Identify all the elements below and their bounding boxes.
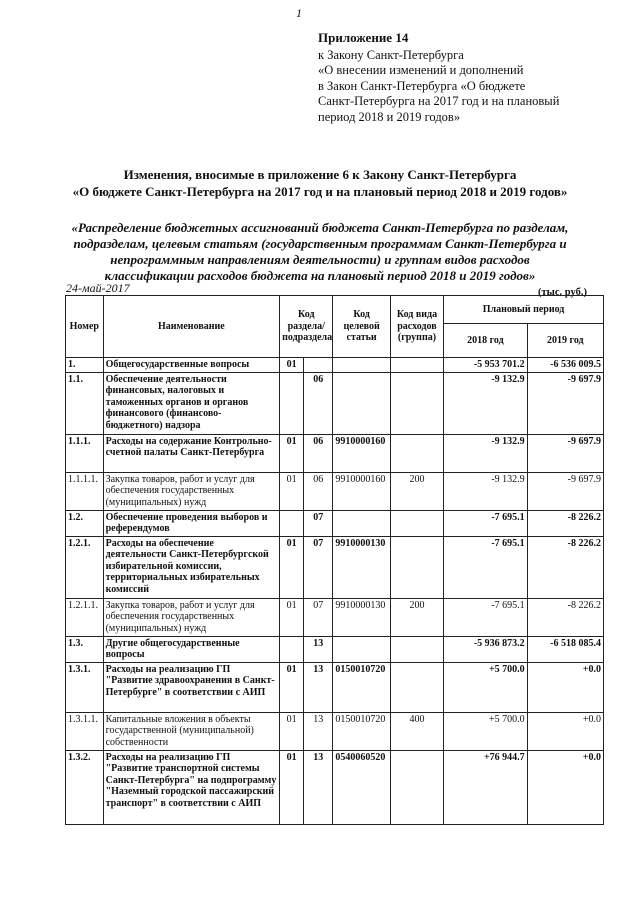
row-subsection-code: 06 [304,434,333,472]
row-value-2019: -9 697.9 [527,472,603,510]
table-body [66,358,604,825]
row-value-2018: -9 132.9 [444,472,528,510]
row-value-2018: -7 695.1 [444,598,528,636]
row-name: Расходы на содержание Контрольно-счетной палаты Санкт-Петербурга [103,434,280,472]
row-number: 1.1. [66,372,104,434]
header-expense-type: Код вида расходов (группа) [390,296,443,358]
row-value-2018: -7 695.1 [444,510,528,536]
row-name: Общегосударственные вопросы [103,358,280,373]
table-row [66,712,604,750]
appendix-line: в Закон Санкт-Петербурга «О бюджете [318,78,526,93]
row-value-2018: -9 132.9 [444,372,528,434]
row-value-2019: +0.0 [527,750,603,824]
row-subsection-code: 06 [304,472,333,510]
row-target-code: 0150010720 [333,662,390,712]
row-number: 1.1.1.1. [66,472,104,510]
header-plan-period: Плановый период [444,296,604,324]
document-subtitle [20,220,620,284]
row-section-code: 01 [280,434,304,472]
row-value-2018: +76 944.7 [444,750,528,824]
row-value-2019: +0.0 [527,662,603,712]
row-name: Обеспечение деятельности финансовых, налоговых и таможенных органов и органов финансового (финансово-бюджетного) надзора [103,372,280,434]
row-expense-type [390,510,443,536]
subtitle-line: «Распределение бюджетных ассигнований бюджета Санкт-Петербурга по разделам, [71,220,569,235]
row-expense-type: 400 [390,712,443,750]
row-section-code: 01 [280,358,304,373]
title-line: Изменения, вносимые в приложение 6 к Закону Санкт-Петербурга [123,167,517,182]
row-expense-type [390,536,443,598]
row-number: 1.3. [66,636,104,662]
row-section-code [280,372,304,434]
row-section-code: 01 [280,536,304,598]
row-expense-type [390,662,443,712]
row-value-2018: -7 695.1 [444,536,528,598]
row-target-code [333,358,390,373]
table-row [66,358,604,373]
table-row [66,510,604,536]
header-2018: 2018 год [444,324,528,358]
row-expense-type [390,372,443,434]
table-row [66,434,604,472]
row-expense-type [390,434,443,472]
page-number: 1 [296,6,302,20]
row-subsection-code [304,358,333,373]
row-subsection-code: 13 [304,636,333,662]
row-expense-type [390,358,443,373]
row-target-code [333,636,390,662]
row-subsection-code: 13 [304,750,333,824]
row-number: 1.3.1.1. [66,712,104,750]
document-title [20,166,620,200]
row-number: 1.3.1. [66,662,104,712]
row-name: Расходы на реализацию ГП "Развитие транспортной системы Санкт-Петербурга" на подпрограмму "Наземный городской пассажирский транспорт" в соответствии с АИП [103,750,280,824]
row-value-2018: -5 936 873.2 [444,636,528,662]
row-number: 1.2.1. [66,536,104,598]
row-target-code: 9910000160 [333,434,390,472]
row-expense-type: 200 [390,598,443,636]
appendix-heading: Приложение 14 [318,30,409,45]
row-target-code: 9910000130 [333,536,390,598]
row-target-code: 0150010720 [333,712,390,750]
row-subsection-code: 07 [304,510,333,536]
subtitle-line: подразделам, целевым статьям (государственным программам Санкт-Петербурга и [73,236,567,251]
budget-table [65,295,604,825]
row-target-code: 0540060520 [333,750,390,824]
title-line: «О бюджете Санкт-Петербурга на 2017 год и на плановый период 2018 и 2019 годов» [72,184,568,199]
row-section-code: 01 [280,598,304,636]
row-section-code: 01 [280,712,304,750]
row-name: Обеспечение проведения выборов и референдумов [103,510,280,536]
row-section-code: 01 [280,472,304,510]
row-target-code: 9910000130 [333,598,390,636]
table-row [66,636,604,662]
row-expense-type [390,750,443,824]
row-subsection-code: 07 [304,536,333,598]
row-subsection-code: 07 [304,598,333,636]
row-value-2018: +5 700.0 [444,712,528,750]
row-name: Капитальные вложения в объекты государственной (муниципальной) собственности [103,712,280,750]
row-value-2019: -8 226.2 [527,598,603,636]
row-target-code [333,372,390,434]
row-name: Расходы на реализацию ГП "Развитие здравоохранения в Санкт-Петербурге" в соответствии с АИП [103,662,280,712]
appendix-line: к Закону Санкт-Петербурга [318,47,464,62]
row-number: 1.1.1. [66,434,104,472]
row-section-code [280,636,304,662]
appendix-line: период 2018 и 2019 годов» [318,109,461,124]
appendix-block [318,30,559,125]
row-value-2019: +0.0 [527,712,603,750]
table-row [66,372,604,434]
row-expense-type [390,636,443,662]
table-row [66,598,604,636]
row-value-2019: -8 226.2 [527,536,603,598]
row-section-code: 01 [280,750,304,824]
appendix-line: «О внесении изменений и дополнений [318,63,524,77]
row-name: Другие общегосударственные вопросы [103,636,280,662]
row-number: 1.2. [66,510,104,536]
header-number: Номер [66,296,104,358]
header-section: Код раздела/ подраздела [280,296,333,358]
table-row [66,472,604,510]
row-value-2019: -9 697.9 [527,372,603,434]
row-value-2019: -8 226.2 [527,510,603,536]
table-row [66,750,604,824]
row-name: Расходы на обеспечение деятельности Санкт-Петербургской избирательной комиссии, территориальных избирательных комиссий [103,536,280,598]
row-value-2018: -5 953 701.2 [444,358,528,373]
header-target: Код целевой статьи [333,296,390,358]
appendix-line: Санкт-Петербурга на 2017 год и на плановый [318,94,560,108]
units-label: (тыс. руб.) [538,287,587,298]
row-name: Закупка товаров, работ и услуг для обеспечения государственных (муниципальных) нужд [103,472,280,510]
row-value-2018: +5 700.0 [444,662,528,712]
row-target-code [333,510,390,536]
header-2019: 2019 год [527,324,603,358]
table-row [66,536,604,598]
row-section-code: 01 [280,662,304,712]
subtitle-line: непрограммным направлениям деятельности) и группам видов расходов [110,252,530,267]
row-value-2019: -6 518 085.4 [527,636,603,662]
subtitle-line: классификации расходов бюджета на плановый период 2018 и 2019 годов» [104,268,536,283]
row-number: 1.3.2. [66,750,104,824]
row-subsection-code: 13 [304,712,333,750]
row-value-2019: -9 697.9 [527,434,603,472]
row-number: 1.2.1.1. [66,598,104,636]
row-expense-type: 200 [390,472,443,510]
row-number: 1. [66,358,104,373]
row-value-2019: -6 536 009.5 [527,358,603,373]
table-row [66,662,604,712]
row-section-code [280,510,304,536]
row-target-code: 9910000160 [333,472,390,510]
header-name: Наименование [103,296,280,358]
document-date: 24-май-2017 [66,281,130,295]
row-subsection-code: 06 [304,372,333,434]
row-value-2018: -9 132.9 [444,434,528,472]
row-name: Закупка товаров, работ и услуг для обеспечения государственных (муниципальных) нужд [103,598,280,636]
row-subsection-code: 13 [304,662,333,712]
